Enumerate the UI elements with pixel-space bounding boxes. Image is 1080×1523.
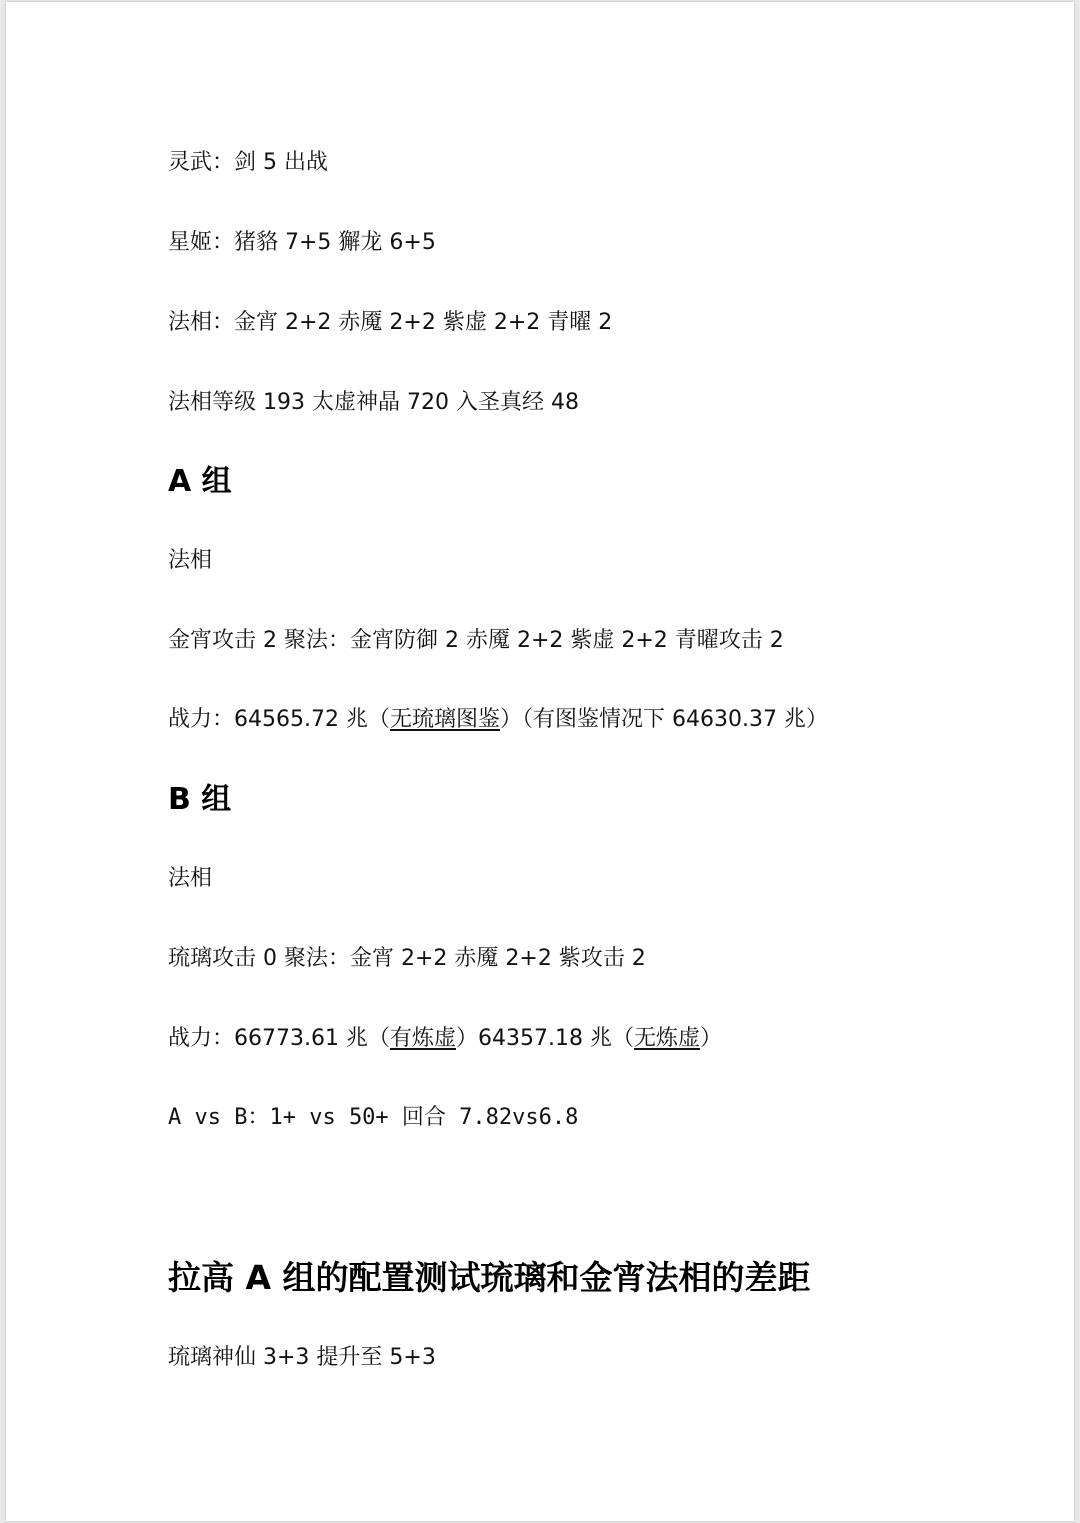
group-b-config: 琉璃攻击 0 聚法：金宵 2+2 赤魇 2+2 紫攻击 2	[168, 946, 646, 971]
heading-group-a: A 组	[168, 464, 232, 499]
group-b-power-mid: ）64357.18 兆（	[455, 1026, 634, 1051]
group-a-subtitle: 法相	[168, 548, 213, 573]
group-b-subtitle: 法相	[168, 866, 213, 891]
group-a-power-suffix: ）（有图鉴情况下 64630.37 兆）	[499, 707, 828, 732]
group-b-power	[168, 1024, 722, 1054]
group-a-power-link[interactable]: 无琉璃图鉴	[389, 707, 500, 732]
heading-group-b: B 组	[168, 782, 232, 817]
text-line-lingwu: 灵武：剑 5 出战	[168, 150, 328, 175]
group-b-power-prefix: 战力：66773.61 兆（	[168, 1026, 390, 1051]
text-line-faxiang-level: 法相等级 193 太虚神晶 720 入圣真经 48	[168, 390, 579, 415]
section-title: 拉高 A 组的配置测试琉璃和金宵法相的差距	[168, 1258, 811, 1297]
text-line-xingji: 星姬：猪貉 7+5 獬龙 6+5	[168, 230, 436, 255]
group-a-power-prefix: 战力：64565.72 兆（	[168, 707, 390, 732]
group-b-power-link-2[interactable]: 无炼虚	[633, 1026, 700, 1051]
comparison-line: A vs B：1+ vs 50+ 回合 7.82vs6.8	[168, 1105, 579, 1130]
group-a-config: 金宵攻击 2 聚法：金宵防御 2 赤魇 2+2 紫虚 2+2 青曜攻击 2	[168, 628, 784, 653]
group-a-power	[168, 705, 828, 735]
text-line-faxiang: 法相：金宵 2+2 赤魇 2+2 紫虚 2+2 青曜 2	[168, 310, 613, 335]
group-b-power-suffix: ）	[699, 1026, 722, 1051]
text-line-liuli-upgrade: 琉璃神仙 3+3 提升至 5+3	[168, 1345, 436, 1370]
group-b-power-link-1[interactable]: 有炼虚	[389, 1026, 456, 1051]
